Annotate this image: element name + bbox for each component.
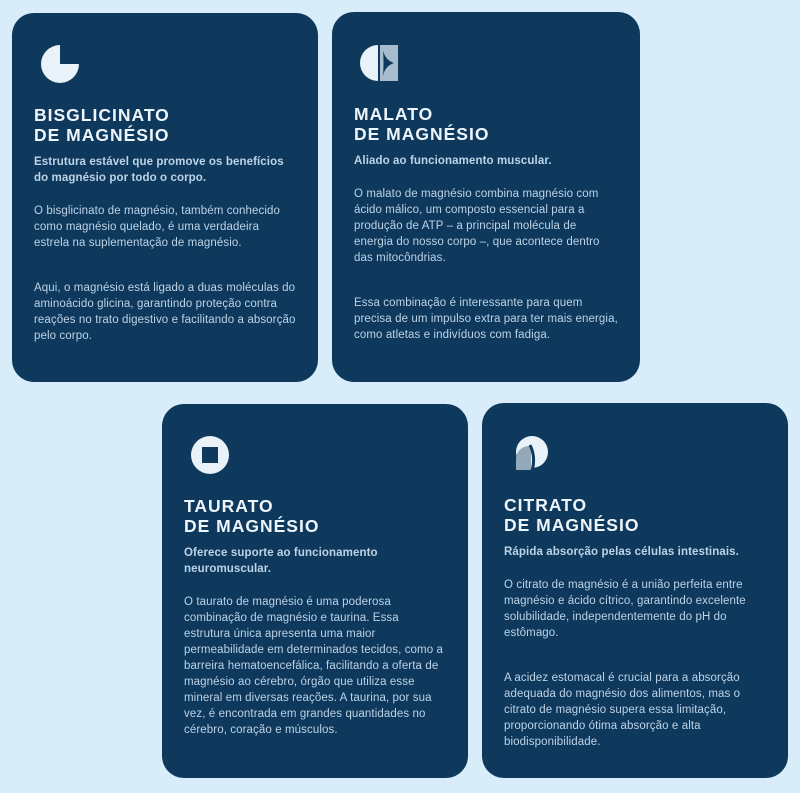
card-title-line1: CITRATO <box>504 495 588 515</box>
card-subtitle: Rápida absorção pelas células intestinais. <box>504 546 739 558</box>
card-bisglicinato <box>12 13 318 382</box>
card-malato <box>332 12 640 382</box>
card-paragraph: O malato de magnésio combina magnésio com ácido málico, um composto essencial para a produção de ATP – a principal molécula de energia do nosso corpo –, que acontece dentro das mitocôndrias. <box>354 188 600 264</box>
bottom-white-strip <box>0 793 800 800</box>
pie-notch-icon <box>40 44 80 84</box>
card-title-line2: DE MAGNÉSIO <box>504 515 640 535</box>
card-title-line1: BISGLICINATO <box>34 105 170 125</box>
card-title <box>504 495 766 535</box>
card-title-line2: DE MAGNÉSIO <box>354 124 490 144</box>
card-paragraph: Essa combinação é interessante para quem precisa de um impulso extra para ter mais energia, como atletas e indivíduos com fadiga. <box>354 297 618 341</box>
card-title-line1: MALATO <box>354 104 434 124</box>
card-paragraph: O bisglicinato de magnésio, também conhecido como magnésio quelado, é uma verdadeira estrela na suplementação de magnésio. <box>34 205 281 249</box>
card-taurato <box>162 404 468 778</box>
card-paragraph: A acidez estomacal é crucial para a absorção adequada do magnésio dos alimentos, mas o citrato de magnésio supera essa limitação, proporcionando ótima absorção e alta biodisponibilidade. <box>504 672 741 748</box>
card-title <box>34 105 296 145</box>
circle-square-icon <box>190 435 230 475</box>
card-title-line2: DE MAGNÉSIO <box>184 516 320 536</box>
card-subtitle: Oferece suporte ao funcionamento neuromuscular. <box>184 547 378 575</box>
card-paragraph: O citrato de magnésio é a união perfeita entre magnésio e ácido cítrico, garantindo excelente solubilidade, independentemente do pH do estômago. <box>504 579 746 639</box>
card-subtitle: Aliado ao funcionamento muscular. <box>354 155 552 167</box>
card-title <box>354 104 618 144</box>
card-paragraph: Aqui, o magnésio está ligado a duas moléculas do aminoácido glicina, garantindo proteção contra reações no trato digestivo e facilitando a absorção pelo corpo. <box>34 282 296 342</box>
card-subtitle: Estrutura estável que promove os benefícios do magnésio por todo o corpo. <box>34 156 284 184</box>
half-circle-arrow-icon <box>360 43 400 83</box>
card-title <box>184 496 446 536</box>
card-paragraph: O taurato de magnésio é uma poderosa combinação de magnésio e taurina. Essa estrutura única apresenta uma maior permeabilidade em determinados tecidos, como a barreira hematoencefálica, facilitando a oferta de magnésio ao cérebro, órgão que utiliza esse mineral em diversas reações. A taurina, por sua vez, é encontrada em grandes quantidades no cérebro, coração e músculos. <box>184 596 444 736</box>
card-title-line1: TAURATO <box>184 496 274 516</box>
folded-circle-icon <box>510 434 550 474</box>
card-title-line2: DE MAGNÉSIO <box>34 125 170 145</box>
card-citrato <box>482 403 788 778</box>
